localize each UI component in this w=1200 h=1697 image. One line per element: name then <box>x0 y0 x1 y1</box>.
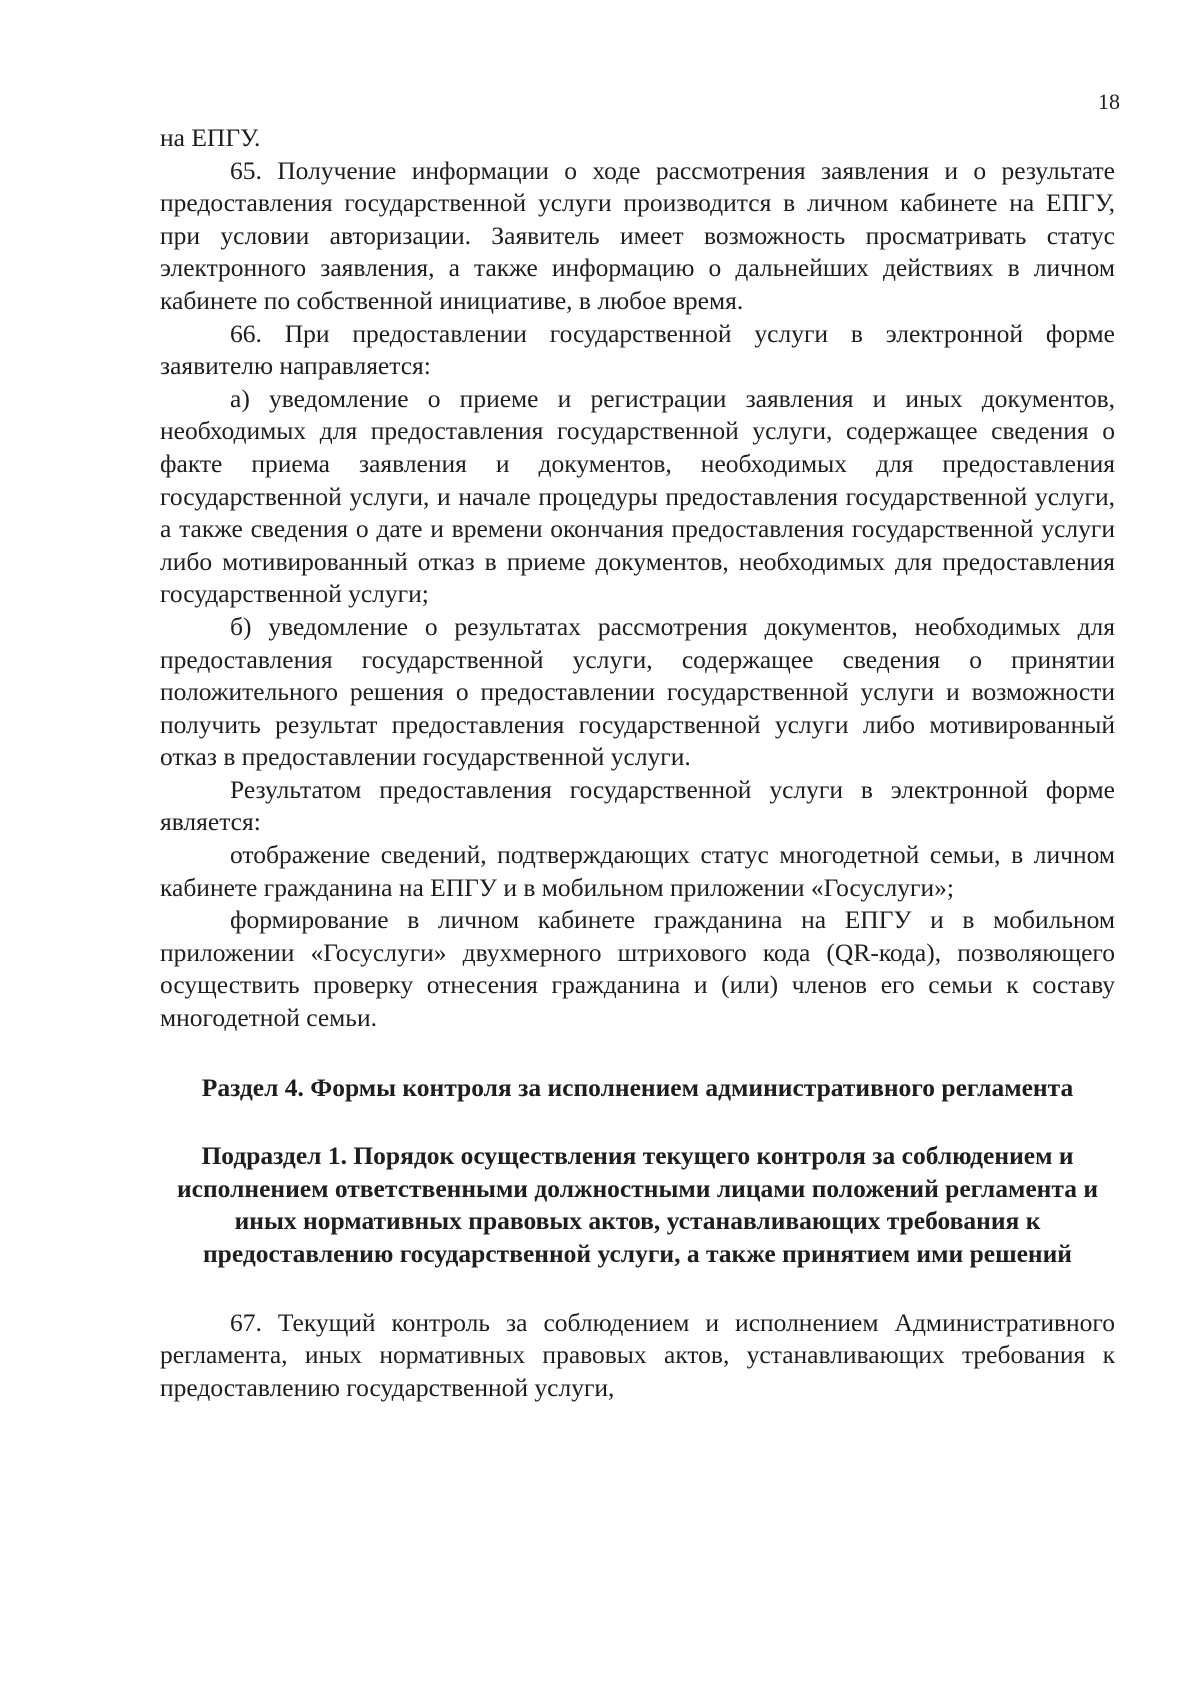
paragraph-66: 66. При предоставлении государственной услуги в электронной форме заявителю направляется: <box>160 318 1115 381</box>
paragraph-66-a: а) уведомление о приеме и регистрации заявления и иных документов, необходимых для предоставления государственной услуги, содержащее сведения о факте приема заявления и документов, необходимых для предоставления государственной услуги, и начале процедуры предоставления государственной услуги, а также сведения о дате и времени окончания предоставления государственной услуги либо мотивированный отказ в приеме документов, необходимых для предоставления государственной услуги; <box>160 383 1115 609</box>
subsection-heading: Подраздел 1. Порядок осуществления текущего контроля за соблюдением и исполнением ответственными должностными лицами положений регламента и иных нормативных правовых актов, устанавливающих требования к предоставлению государственной услуги, а также принятием ими решений <box>176 1141 1099 1268</box>
document-body <box>160 122 1115 1404</box>
paragraph-result-1: отображение сведений, подтверждающих статус многодетной семьи, в личном кабинете гражданина на ЕПГУ и в мобильном приложении «Госуслуги»; <box>160 840 1115 902</box>
paragraph-result-intro: Результатом предоставления государственной услуги в электронной форме является: <box>160 774 1115 837</box>
paragraph-65: 65. Получение информации о ходе рассмотрения заявления и о результате предоставления государственной услуги производится в личном кабинете на ЕПГУ, при условии авторизации. Заявитель имеет возможность просматривать статус электронного заявления, а также информацию о дальнейших действиях в личном кабинете по собственной инициативе, в любое время. <box>160 155 1115 315</box>
paragraph-66-b: б) уведомление о результатах рассмотрения документов, необходимых для предоставления государственной услуги, содержащее сведения о принятии положительного решения о предоставлении государственной услуги и возможности получить результат предоставления государственной услуги либо мотивированный отказ в предоставлении государственной услуги. <box>160 611 1115 772</box>
page-number: 18 <box>1098 89 1120 114</box>
paragraph-continuation: на ЕПГУ. <box>160 123 261 152</box>
paragraph-67: 67. Текущий контроль за соблюдением и исполнением Административного регламента, иных нормативных правовых актов, устанавливающих требования к предоставлению государственной услуги, <box>160 1307 1115 1402</box>
paragraph-result-2: формирование в личном кабинете гражданина на ЕПГУ и в мобильном приложении «Госуслуги» двухмерного штрихового кода (QR-кода), позволяющего осуществить проверку отнесения гражданина и (или) членов его семьи к составу многодетной семьи. <box>160 905 1115 1033</box>
section-heading: Раздел 4. Формы контроля за исполнением административного регламента <box>201 1072 1074 1102</box>
